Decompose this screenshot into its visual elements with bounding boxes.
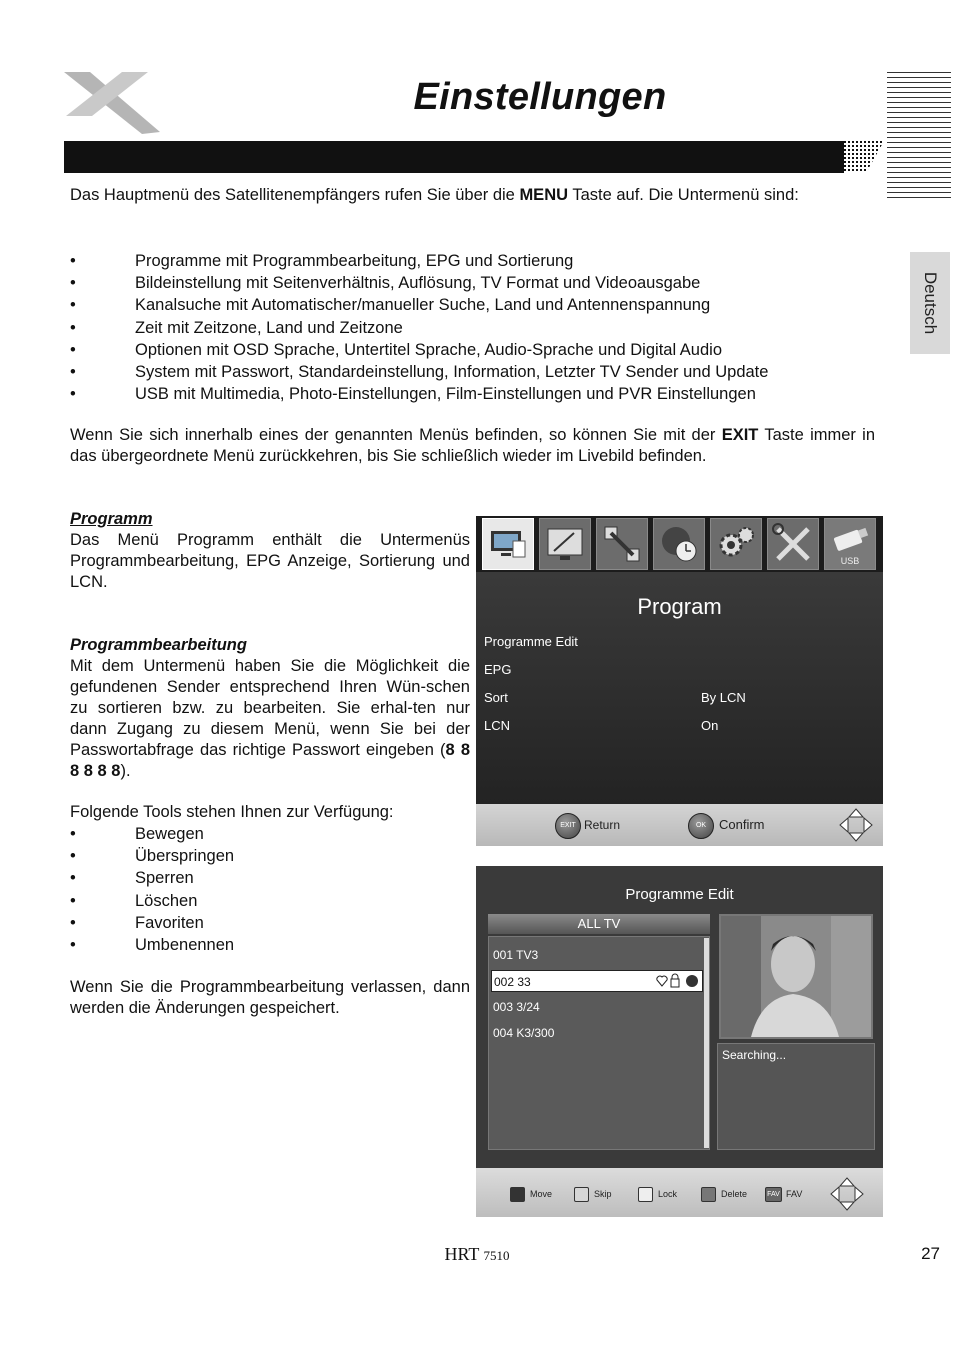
list-item: • Bildeinstellung mit Seitenverhältnis, Auflösung, TV Format und Videoausgabe: [70, 272, 875, 294]
menu-icon-bar: [476, 516, 883, 572]
menu-item-programme-edit[interactable]: Programme Edit: [484, 634, 578, 649]
intro-text-a: Das Hauptmenü des Satellitenempfängers rufen Sie über die: [70, 186, 520, 204]
exit-text-b: Taste immer in das übergeordnete Menü zurückkehren, bis Sie schließlich wieder im Livebild befinden.: [70, 426, 876, 465]
return-label: Return: [584, 818, 621, 832]
delete-key[interactable]: [701, 1187, 716, 1202]
section-heading-bearbeitung: Programmbearbeitung: [70, 636, 247, 654]
model-number: 7510: [483, 1248, 510, 1263]
table-row[interactable]: 004 K3/300: [493, 1026, 555, 1040]
move-label: Move: [530, 1189, 553, 1199]
dpad-icon: [838, 807, 874, 843]
list-item: • Favoriten: [70, 912, 470, 934]
search-tile[interactable]: [596, 518, 648, 570]
submenu-list: [70, 250, 875, 405]
list-item: • Optionen mit OSD Sprache, Untertitel Sprache, Audio-Sprache und Digital Audio: [70, 339, 875, 361]
tools-icon: [772, 523, 814, 565]
bearbeitung-text-b: ).: [120, 762, 131, 780]
selected-channel-name: 002 33: [494, 975, 531, 989]
exit-text-a: Wenn Sie sich innerhalb eines der genannten Menüs befinden, so können Sie mit der: [70, 426, 722, 444]
list-item: • Programme mit Programmbearbeitung, EPG und Sortierung: [70, 250, 875, 272]
usb-tile[interactable]: [824, 518, 876, 570]
exit-button[interactable]: EXIT: [555, 813, 581, 839]
table-row-selected[interactable]: [491, 970, 703, 992]
intro-paragraph: [70, 185, 875, 206]
gear-icon: [715, 523, 757, 565]
edit-footer: [476, 1168, 883, 1217]
language-tab-label: Deutsch: [921, 271, 940, 335]
status-text: Searching...: [722, 1048, 787, 1062]
menu-title: Program: [637, 594, 722, 619]
tv-icon: [487, 523, 529, 565]
list-item: • Umbenennen: [70, 934, 470, 956]
language-tab: [910, 252, 950, 354]
lcn-value: On: [701, 718, 719, 733]
model-name: [0, 1244, 954, 1265]
info-panel: [717, 1043, 875, 1150]
ok-button[interactable]: OK: [688, 813, 714, 839]
dot-pattern-icon: [840, 141, 884, 173]
intro-text-b: Taste auf. Die Untermenü sind:: [568, 186, 799, 204]
heart-lock-icons: [656, 973, 700, 989]
time-tile[interactable]: [653, 518, 705, 570]
table-row[interactable]: 001 TV3: [493, 948, 539, 962]
confirm-label: Confirm: [719, 817, 765, 832]
bearbeitung-text-a: Mit dem Untermenü haben Sie die Möglichkeit die gefundenen Sender entsprechend Ihren Wün-schen zu sortieren bzw. zu bearbeiten. Sie erhal-ten nur dann Zugang zu diesem Menü, wenn Sie bei der Passwortabfrage das richtige Passwort eingeben (: [70, 657, 470, 759]
page-title: Einstellungen: [413, 76, 667, 118]
fav-key[interactable]: FAV: [765, 1187, 782, 1202]
list-item: • Bewegen: [70, 823, 470, 845]
page-number: 27: [921, 1244, 940, 1263]
lock-label: Lock: [658, 1189, 678, 1199]
menu-item-sort[interactable]: Sort: [484, 690, 508, 705]
list-item: • USB mit Multimedia, Photo-Einstellungen, Film-Einstellungen und PVR Einstellungen: [70, 383, 875, 405]
program-menu-screenshot: [476, 516, 883, 846]
list-scrollbar[interactable]: [704, 938, 709, 1148]
list-item: • Überspringen: [70, 845, 470, 867]
skip-key[interactable]: [574, 1187, 589, 1202]
picture-tile[interactable]: [539, 518, 591, 570]
options-tile[interactable]: [710, 518, 762, 570]
password-value: 8 8 8 8 8 8: [70, 741, 470, 780]
menu-footer: [476, 804, 883, 846]
move-key[interactable]: [510, 1187, 525, 1202]
programm-paragraph: Das Menü Programm enthält die Untermenüs Programmbearbeitung, EPG Anzeige, Sortierung und LCN.: [70, 531, 470, 591]
closing-paragraph: Wenn Sie die Programmbearbeitung verlassen, dann werden die Änderungen gespeichert.: [70, 978, 470, 1017]
list-item: • Kanalsuche mit Automatischer/manueller Suche, Land und Antennenspannung: [70, 294, 875, 316]
list-item: • Löschen: [70, 890, 470, 912]
picture-icon: [544, 523, 586, 565]
delete-label: Delete: [721, 1189, 748, 1199]
tools-list: [70, 823, 470, 956]
menu-item-lcn[interactable]: LCN: [484, 718, 511, 733]
menu-item-epg[interactable]: EPG: [484, 662, 512, 677]
sort-value: By LCN: [701, 690, 746, 705]
section-heading-programm: Programm: [70, 510, 153, 528]
tools-intro: Folgende Tools stehen Ihnen zur Verfügung:: [70, 803, 394, 821]
usb-label: USB: [840, 556, 860, 566]
header-bar: [64, 141, 844, 173]
exit-key-label: EXIT: [721, 426, 759, 444]
list-item: • Zeit mit Zeitzone, Land und Zeitzone: [70, 317, 875, 339]
skip-label: Skip: [594, 1189, 612, 1199]
system-tile[interactable]: [767, 518, 819, 570]
list-item: • Sperren: [70, 867, 470, 889]
satellite-icon: [601, 523, 643, 565]
globe-clock-icon: [658, 523, 700, 565]
lock-key[interactable]: [638, 1187, 653, 1202]
exit-paragraph: [70, 425, 875, 467]
video-preview: [719, 914, 873, 1039]
fav-label: FAV: [786, 1189, 803, 1199]
model-brand: HRT: [444, 1244, 480, 1264]
dpad-icon: [829, 1176, 865, 1212]
presenter-image-icon: [721, 916, 871, 1037]
list-item: • System mit Passwort, Standardeinstellung, Information, Letzter TV Sender und Update: [70, 361, 875, 383]
table-row[interactable]: 003 3/24: [493, 1000, 540, 1014]
menu-key-label: MENU: [519, 186, 569, 204]
bearbeitung-paragraph: [70, 656, 470, 782]
program-tile[interactable]: [482, 518, 534, 570]
channel-group-header[interactable]: ALL TV: [488, 914, 710, 934]
programme-edit-screenshot: [476, 866, 883, 1217]
decorative-lines: [887, 72, 951, 200]
edit-title: Programme Edit: [625, 886, 734, 903]
